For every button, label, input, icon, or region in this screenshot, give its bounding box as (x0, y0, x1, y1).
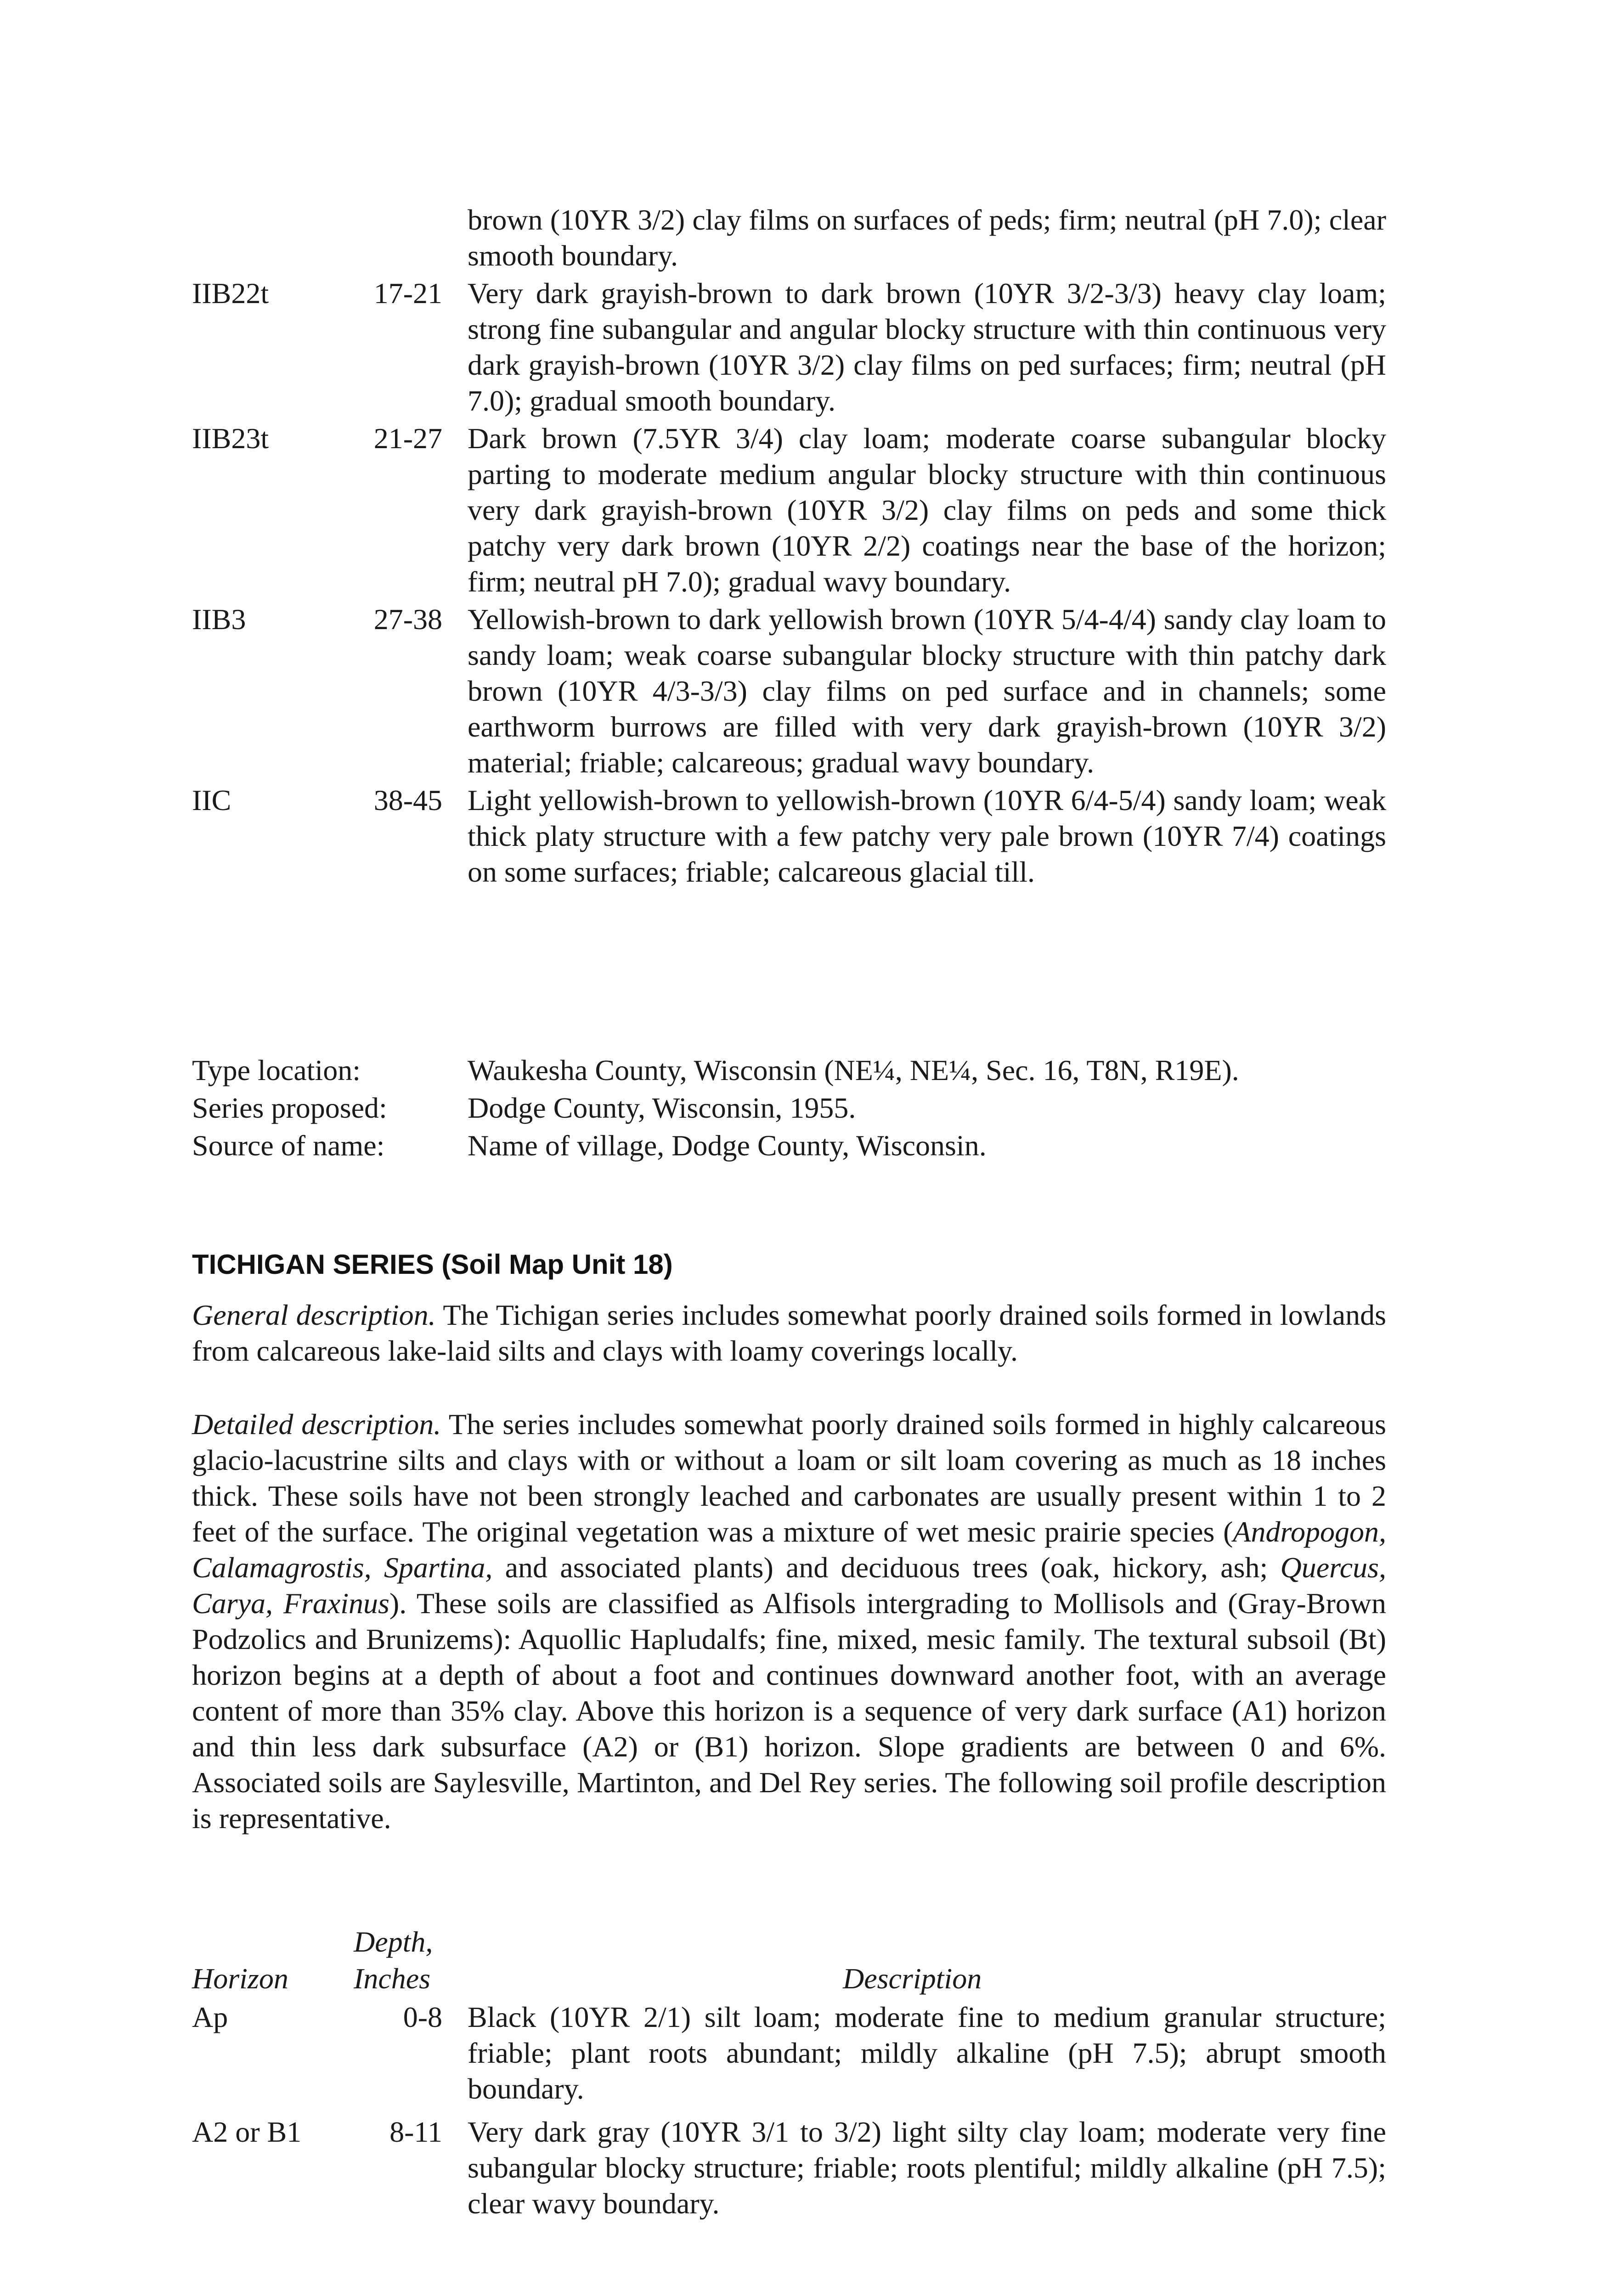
horizon-depth: 17-21 (373, 277, 442, 310)
horizon-description: Black (10YR 2/1) silt loam; moderate fine to medium granular structure; friable; plant roots abundant; mildly alkaline (pH 7.5); abrupt smooth boundary. (468, 2001, 1386, 2105)
metadata-row (192, 1128, 1386, 1164)
horizon-depth: 0-8 (403, 2001, 442, 2033)
continuation-description: brown (10YR 3/2) clay films on surfaces of peds; firm; neutral (pH 7.0); clear smooth boundary. (468, 203, 1386, 272)
general-description-lead: General description. (192, 1299, 436, 1331)
column-header-horizon: Horizon (192, 1962, 288, 1995)
horizon-label: Ap (192, 2001, 228, 2033)
general-description (192, 1297, 1386, 1369)
horizon-depth: 21-27 (373, 422, 442, 455)
horizon-description: Very dark grayish-brown to dark brown (10YR 3/2-3/3) heavy clay loam; strong fine subangular and angular blocky structure with thin continuous very dark grayish-brown (10YR 3/2) clay films on ped surfaces; firm; neutral (pH 7.0); gradual smooth boundary. (468, 277, 1386, 417)
detailed-description-lead: Detailed description. (192, 1408, 441, 1441)
horizon-description: Very dark gray (10YR 3/1 to 3/2) light silty clay loam; moderate very fine subangular blocky structure; friable; roots plentiful; mildly alkaline (pH 7.5); clear wavy boundary. (468, 2116, 1386, 2220)
horizon-label: IIB22t (192, 277, 269, 310)
tree-genera: Quercus, Carya, Fraxinus (192, 1551, 1387, 1620)
metadata-label: Series proposed: (192, 1092, 387, 1124)
metadata-row (192, 1052, 1386, 1088)
detailed-description-text: and associated plants) and deciduous trees (oak, hickory, ash; (492, 1551, 1281, 1584)
column-header-inches: Inches (354, 1962, 431, 1995)
horizon-description: Yellowish-brown to dark yellowish brown (10YR 5/4-4/4) sandy clay loam to sandy loam; weak coarse subangular blocky structure with thin patchy dark brown (10YR 4/3-3/3) clay films on ped surface and in channels; some earthworm burrows are filled with very dark grayish-brown (10YR 3/2) material; friable; calcareous; gradual wavy boundary. (468, 603, 1386, 779)
horizon-description: Dark brown (7.5YR 3/4) clay loam; moderate coarse subangular blocky parting to moderate medium angular blocky structure with thin continuous very dark grayish-brown (10YR 3/2) clay films on peds and some thick patchy very dark brown (10YR 2/2) coatings near the base of the horizon; firm; neutral pH 7.0); gradual wavy boundary. (468, 422, 1386, 598)
detailed-description-text: The series includes somewhat poorly drained soils formed in highly calcareous glacio-lacustrine silts and clays with or without a loam or silt loam covering as much as 18 inches thick. These soils have not been strongly leached and carbonates are usually present within 1 to 2 feet of the surface. The original vegetation was a mixture of wet mesic prairie species ( (192, 1408, 1387, 1548)
metadata-value: Waukesha County, Wisconsin (NE¼, NE¼, Sec. 16, T8N, R19E). (468, 1054, 1239, 1086)
general-description-text: The Tichigan series includes somewhat poorly drained soils formed in lowlands from calcareous lake-laid silts and clays with loamy coverings locally. (192, 1299, 1387, 1367)
tichigan-profile (192, 1999, 1386, 2223)
profile-row (192, 602, 1386, 781)
metadata-value: Dodge County, Wisconsin, 1955. (468, 1092, 856, 1124)
section-title: TICHIGAN SERIES (Soil Map Unit 18) (192, 1249, 673, 1280)
column-header-description: Description (843, 1962, 982, 1995)
column-header-depth: Depth, (354, 1925, 433, 1958)
continued-profile (192, 202, 1386, 892)
profile-row (192, 782, 1386, 890)
metadata-label: Source of name: (192, 1129, 385, 1162)
profile-row (192, 421, 1386, 600)
horizon-label: IIC (192, 784, 231, 816)
profile-row (192, 276, 1386, 419)
metadata-label: Type location: (192, 1054, 361, 1086)
series-metadata (192, 1052, 1386, 1165)
prairie-genera: Andropogon, Calamagrostis, Spartina, (192, 1515, 1386, 1584)
detailed-description-text: ). These soils are classified as Alfisols intergrading to Mollisols and (Gray-Brown Podzolics and Brunizems): Aquollic Hapludalfs; fine, mixed, mesic family. The textural subsoil (Bt) horizon begins at a depth of about a foot and continues downward another foot, with an average content of more than 35% clay. Above this horizon is a sequence of very dark surface (A1) horizon and thin less dark subsurface (A2) or (B1) horizon. Slope gradients are between 0 and 6%. Associated soils are Saylesville, Martinton, and Del Rey series. The following soil profile description is representative. (192, 1587, 1387, 1835)
horizon-description: Light yellowish-brown to yellowish-brown (10YR 6/4-5/4) sandy loam; weak thick platy structure with a few patchy very pale brown (10YR 7/4) coatings on some surfaces; friable; calcareous glacial till. (468, 784, 1386, 888)
horizon-depth: 27-38 (373, 603, 442, 636)
metadata-value: Name of village, Dodge County, Wisconsin. (468, 1129, 987, 1162)
profile-row (192, 2114, 1386, 2222)
horizon-depth: 38-45 (373, 784, 442, 816)
horizon-depth: 8-11 (389, 2116, 442, 2148)
profile-row (192, 1999, 1386, 2107)
detailed-description (192, 1407, 1386, 1836)
profile-continuation-row (192, 202, 1386, 274)
horizon-label: IIB23t (192, 422, 269, 455)
horizon-label: A2 or B1 (192, 2116, 302, 2148)
metadata-row (192, 1090, 1386, 1126)
horizon-label: IIB3 (192, 603, 246, 636)
